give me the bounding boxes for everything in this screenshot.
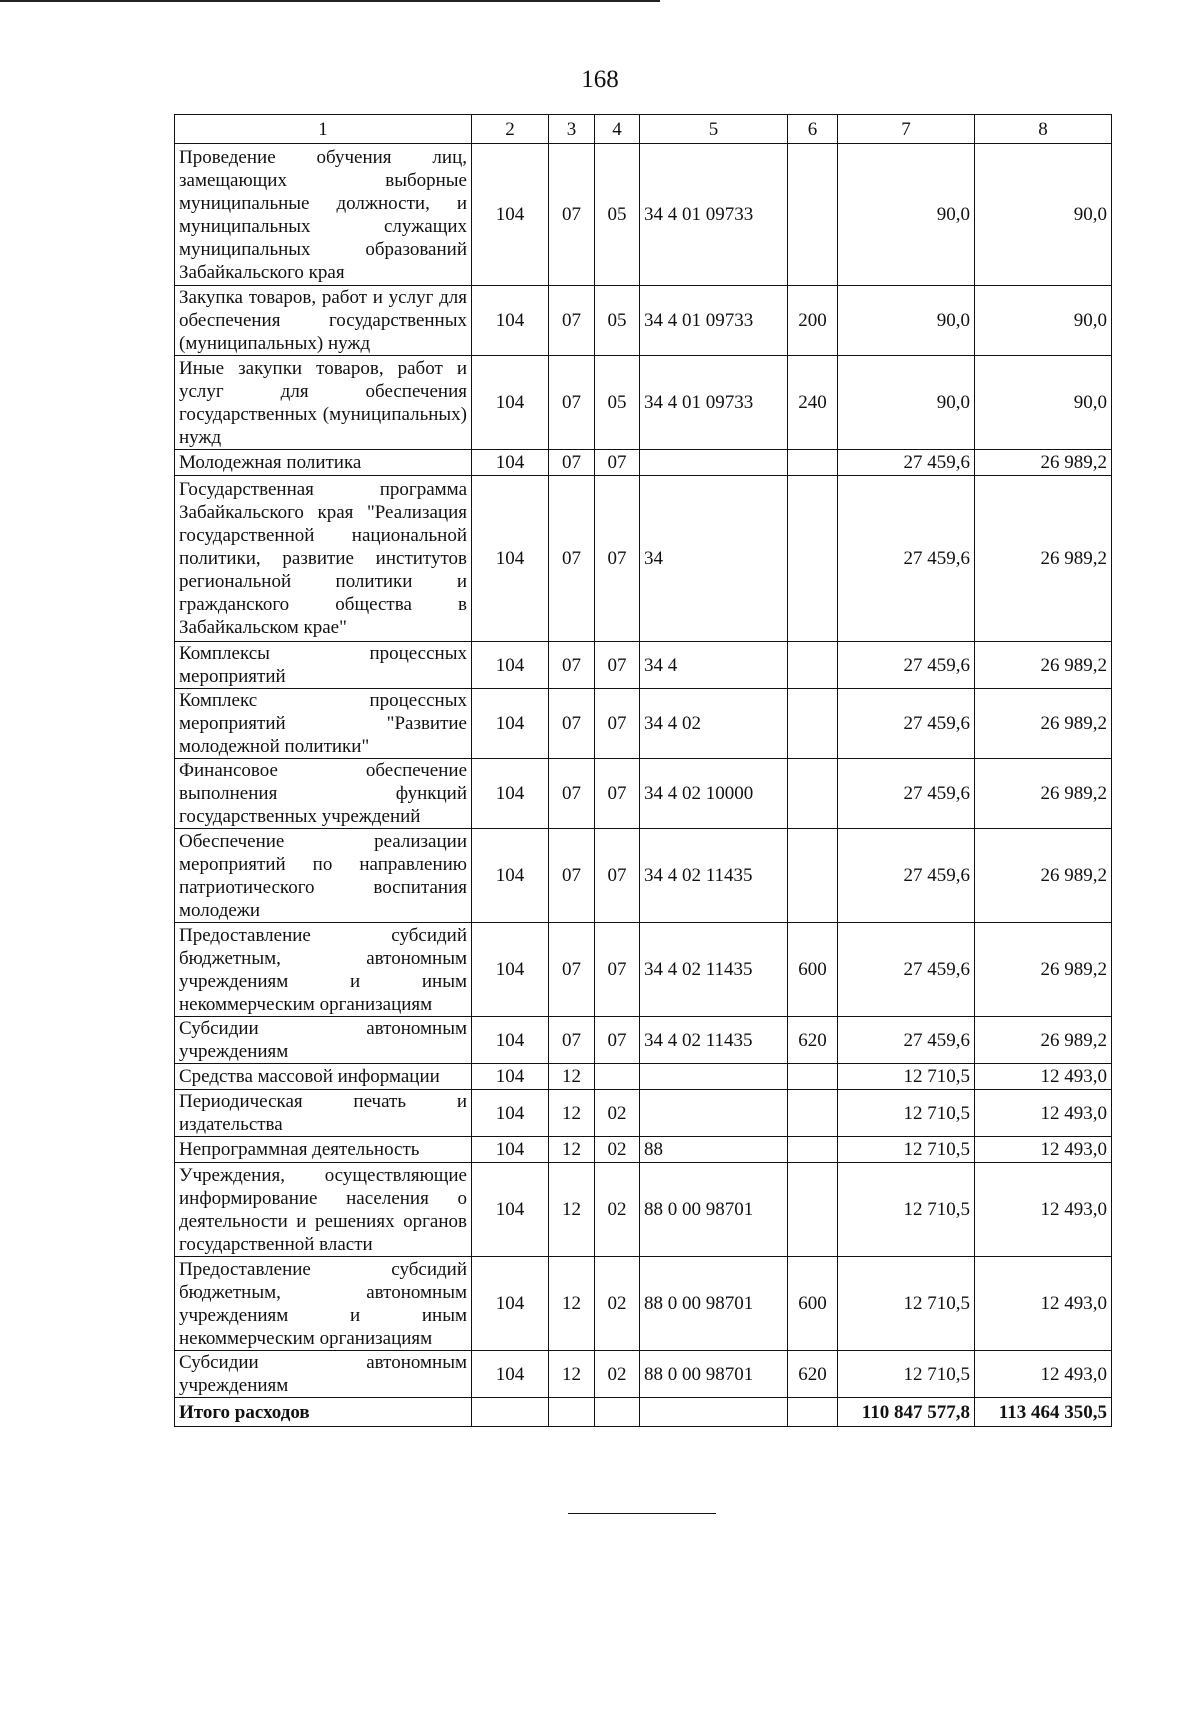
ministry-code-cell: 104 (472, 1257, 549, 1351)
amount-year1-cell: 27 459,6 (838, 689, 975, 759)
empty-cell (472, 1398, 549, 1427)
ministry-code-cell: 104 (472, 1137, 549, 1163)
empty-cell (640, 1398, 788, 1427)
section-code-cell: 07 (549, 689, 595, 759)
amount-year2-cell: 26 989,2 (975, 450, 1112, 476)
amount-year2-cell: 26 989,2 (975, 476, 1112, 642)
row-name-cell: Субсидии автономным учреждениям (175, 1017, 472, 1064)
row-name-cell: Непрограммная деятельность (175, 1137, 472, 1163)
target-item-code-cell: 34 4 02 11435 (640, 1017, 788, 1064)
expense-type-code-cell: 620 (788, 1351, 838, 1398)
row-name-cell: Комплекс процессных мероприятий "Развитие молодежной политики" (175, 689, 472, 759)
ministry-code-cell: 104 (472, 144, 549, 286)
section-code-cell: 07 (549, 642, 595, 689)
target-item-code-cell (640, 1090, 788, 1137)
table-row (175, 923, 1112, 1017)
amount-year1-cell: 27 459,6 (838, 450, 975, 476)
subsection-code-cell: 07 (595, 1017, 640, 1064)
total-row (175, 1398, 1112, 1427)
section-code-cell: 07 (549, 286, 595, 356)
subsection-code-cell: 02 (595, 1351, 640, 1398)
table-row (175, 1351, 1112, 1398)
empty-cell (788, 1398, 838, 1427)
ministry-code-cell: 104 (472, 1163, 549, 1257)
row-name-cell: Государственная программа Забайкальского края "Реализация государственной национальной политики, развитие институтов региональной политики и гражданского общества в Забайкальском крае" (175, 476, 472, 642)
table-row (175, 1257, 1112, 1351)
table-row (175, 1017, 1112, 1064)
amount-year1-cell: 27 459,6 (838, 642, 975, 689)
section-code-cell: 12 (549, 1163, 595, 1257)
table-row (175, 450, 1112, 476)
amount-year2-cell: 26 989,2 (975, 1017, 1112, 1064)
amount-year1-cell: 12 710,5 (838, 1351, 975, 1398)
expense-type-code-cell (788, 642, 838, 689)
amount-year1-cell: 27 459,6 (838, 1017, 975, 1064)
table-row (175, 829, 1112, 923)
ministry-code-cell: 104 (472, 1017, 549, 1064)
total-label: Итого расходов (175, 1398, 472, 1427)
subsection-code-cell: 07 (595, 642, 640, 689)
expense-type-code-cell: 600 (788, 1257, 838, 1351)
row-name-cell: Средства массовой информации (175, 1064, 472, 1090)
row-name-cell: Закупка товаров, работ и услуг для обеспечения государственных (муниципальных) нужд (175, 286, 472, 356)
ministry-code-cell: 104 (472, 450, 549, 476)
expense-type-code-cell (788, 450, 838, 476)
amount-year1-cell: 27 459,6 (838, 923, 975, 1017)
amount-year1-cell: 27 459,6 (838, 476, 975, 642)
expense-type-code-cell (788, 1090, 838, 1137)
amount-year2-cell: 12 493,0 (975, 1090, 1112, 1137)
amount-year1-cell: 90,0 (838, 286, 975, 356)
end-of-document-line (568, 1513, 716, 1514)
amount-year1-cell: 12 710,5 (838, 1257, 975, 1351)
section-code-cell: 12 (549, 1137, 595, 1163)
column-header: 2 (472, 115, 549, 144)
amount-year2-cell: 12 493,0 (975, 1163, 1112, 1257)
target-item-code-cell: 88 0 00 98701 (640, 1163, 788, 1257)
column-header: 5 (640, 115, 788, 144)
column-header: 1 (175, 115, 472, 144)
table-header-row (175, 115, 1112, 144)
section-code-cell: 07 (549, 476, 595, 642)
total-amount-year2: 113 464 350,5 (975, 1398, 1112, 1427)
row-name-cell: Проведение обучения лиц, замещающих выборные муниципальные должности, и муниципальных служащих муниципальных образований Забайкальского края (175, 144, 472, 286)
subsection-code-cell: 02 (595, 1163, 640, 1257)
table-row (175, 1064, 1112, 1090)
subsection-code-cell: 07 (595, 450, 640, 476)
ministry-code-cell: 104 (472, 356, 549, 450)
amount-year2-cell: 26 989,2 (975, 923, 1112, 1017)
expense-type-code-cell (788, 829, 838, 923)
subsection-code-cell: 02 (595, 1090, 640, 1137)
section-code-cell: 07 (549, 923, 595, 1017)
row-name-cell: Периодическая печать и издательства (175, 1090, 472, 1137)
amount-year2-cell: 12 493,0 (975, 1064, 1112, 1090)
subsection-code-cell: 02 (595, 1257, 640, 1351)
subsection-code-cell: 05 (595, 144, 640, 286)
ministry-code-cell: 104 (472, 1351, 549, 1398)
target-item-code-cell: 34 4 02 11435 (640, 923, 788, 1017)
expense-type-code-cell: 200 (788, 286, 838, 356)
target-item-code-cell (640, 1064, 788, 1090)
row-name-cell: Учреждения, осуществляющие информирование населения о деятельности и решениях органов государственной власти (175, 1163, 472, 1257)
subsection-code-cell: 05 (595, 356, 640, 450)
target-item-code-cell: 34 (640, 476, 788, 642)
target-item-code-cell: 88 0 00 98701 (640, 1351, 788, 1398)
row-name-cell: Комплексы процессных мероприятий (175, 642, 472, 689)
section-code-cell: 07 (549, 759, 595, 829)
table-row (175, 1163, 1112, 1257)
section-code-cell: 12 (549, 1064, 595, 1090)
expense-type-code-cell: 620 (788, 1017, 838, 1064)
target-item-code-cell: 34 4 01 09733 (640, 144, 788, 286)
table-row (175, 356, 1112, 450)
target-item-code-cell: 34 4 (640, 642, 788, 689)
subsection-code-cell: 07 (595, 829, 640, 923)
row-name-cell: Иные закупки товаров, работ и услуг для обеспечения государственных (муниципальных) нужд (175, 356, 472, 450)
table-row (175, 759, 1112, 829)
table-row (175, 144, 1112, 286)
ministry-code-cell: 104 (472, 476, 549, 642)
amount-year1-cell: 90,0 (838, 356, 975, 450)
section-code-cell: 07 (549, 829, 595, 923)
section-code-cell: 07 (549, 450, 595, 476)
amount-year2-cell: 90,0 (975, 286, 1112, 356)
amount-year1-cell: 12 710,5 (838, 1137, 975, 1163)
row-name-cell: Предоставление субсидий бюджетным, автономным учреждениям и иным некоммерческим организациям (175, 1257, 472, 1351)
empty-cell (595, 1398, 640, 1427)
subsection-code-cell: 07 (595, 759, 640, 829)
target-item-code-cell: 88 0 00 98701 (640, 1257, 788, 1351)
total-amount-year1: 110 847 577,8 (838, 1398, 975, 1427)
amount-year2-cell: 26 989,2 (975, 829, 1112, 923)
row-name-cell: Предоставление субсидий бюджетным, автономным учреждениям и иным некоммерческим организациям (175, 923, 472, 1017)
table-row (175, 476, 1112, 642)
subsection-code-cell: 05 (595, 286, 640, 356)
column-header: 6 (788, 115, 838, 144)
ministry-code-cell: 104 (472, 759, 549, 829)
row-name-cell: Молодежная политика (175, 450, 472, 476)
section-code-cell: 07 (549, 144, 595, 286)
expenditure-table (174, 114, 1112, 1427)
expense-type-code-cell (788, 1064, 838, 1090)
expense-type-code-cell (788, 144, 838, 286)
column-header: 3 (549, 115, 595, 144)
column-header: 7 (838, 115, 975, 144)
expense-type-code-cell (788, 476, 838, 642)
subsection-code-cell: 07 (595, 689, 640, 759)
table-row (175, 286, 1112, 356)
target-item-code-cell: 34 4 02 (640, 689, 788, 759)
target-item-code-cell: 34 4 02 10000 (640, 759, 788, 829)
amount-year2-cell: 26 989,2 (975, 642, 1112, 689)
amount-year2-cell: 12 493,0 (975, 1257, 1112, 1351)
table-row (175, 642, 1112, 689)
subsection-code-cell: 07 (595, 923, 640, 1017)
amount-year1-cell: 90,0 (838, 144, 975, 286)
amount-year1-cell: 27 459,6 (838, 759, 975, 829)
amount-year1-cell: 12 710,5 (838, 1163, 975, 1257)
ministry-code-cell: 104 (472, 1090, 549, 1137)
amount-year2-cell: 12 493,0 (975, 1351, 1112, 1398)
row-name-cell: Финансовое обеспечение выполнения функций государственных учреждений (175, 759, 472, 829)
amount-year1-cell: 12 710,5 (838, 1090, 975, 1137)
target-item-code-cell: 34 4 02 11435 (640, 829, 788, 923)
ministry-code-cell: 104 (472, 286, 549, 356)
expense-type-code-cell: 600 (788, 923, 838, 1017)
section-code-cell: 07 (549, 356, 595, 450)
amount-year2-cell: 90,0 (975, 356, 1112, 450)
section-code-cell: 12 (549, 1090, 595, 1137)
row-name-cell: Обеспечение реализации мероприятий по направлению патриотического воспитания молодежи (175, 829, 472, 923)
expense-type-code-cell (788, 1163, 838, 1257)
amount-year2-cell: 26 989,2 (975, 689, 1112, 759)
subsection-code-cell: 07 (595, 476, 640, 642)
ministry-code-cell: 104 (472, 642, 549, 689)
subsection-code-cell (595, 1064, 640, 1090)
section-code-cell: 12 (549, 1257, 595, 1351)
table-row (175, 1090, 1112, 1137)
column-header: 4 (595, 115, 640, 144)
row-name-cell: Субсидии автономным учреждениям (175, 1351, 472, 1398)
target-item-code-cell: 34 4 01 09733 (640, 286, 788, 356)
amount-year2-cell: 90,0 (975, 144, 1112, 286)
empty-cell (549, 1398, 595, 1427)
target-item-code-cell (640, 450, 788, 476)
section-code-cell: 07 (549, 1017, 595, 1064)
ministry-code-cell: 104 (472, 689, 549, 759)
ministry-code-cell: 104 (472, 923, 549, 1017)
expense-type-code-cell (788, 1137, 838, 1163)
expense-type-code-cell (788, 759, 838, 829)
table-row (175, 1137, 1112, 1163)
subsection-code-cell: 02 (595, 1137, 640, 1163)
amount-year2-cell: 26 989,2 (975, 759, 1112, 829)
amount-year2-cell: 12 493,0 (975, 1137, 1112, 1163)
page-number: 168 (581, 66, 619, 93)
expense-type-code-cell (788, 689, 838, 759)
column-header: 8 (975, 115, 1112, 144)
section-code-cell: 12 (549, 1351, 595, 1398)
ministry-code-cell: 104 (472, 1064, 549, 1090)
ministry-code-cell: 104 (472, 829, 549, 923)
target-item-code-cell: 88 (640, 1137, 788, 1163)
expense-type-code-cell: 240 (788, 356, 838, 450)
amount-year1-cell: 12 710,5 (838, 1064, 975, 1090)
scan-edge-line (0, 0, 660, 2)
table-row (175, 689, 1112, 759)
target-item-code-cell: 34 4 01 09733 (640, 356, 788, 450)
amount-year1-cell: 27 459,6 (838, 829, 975, 923)
